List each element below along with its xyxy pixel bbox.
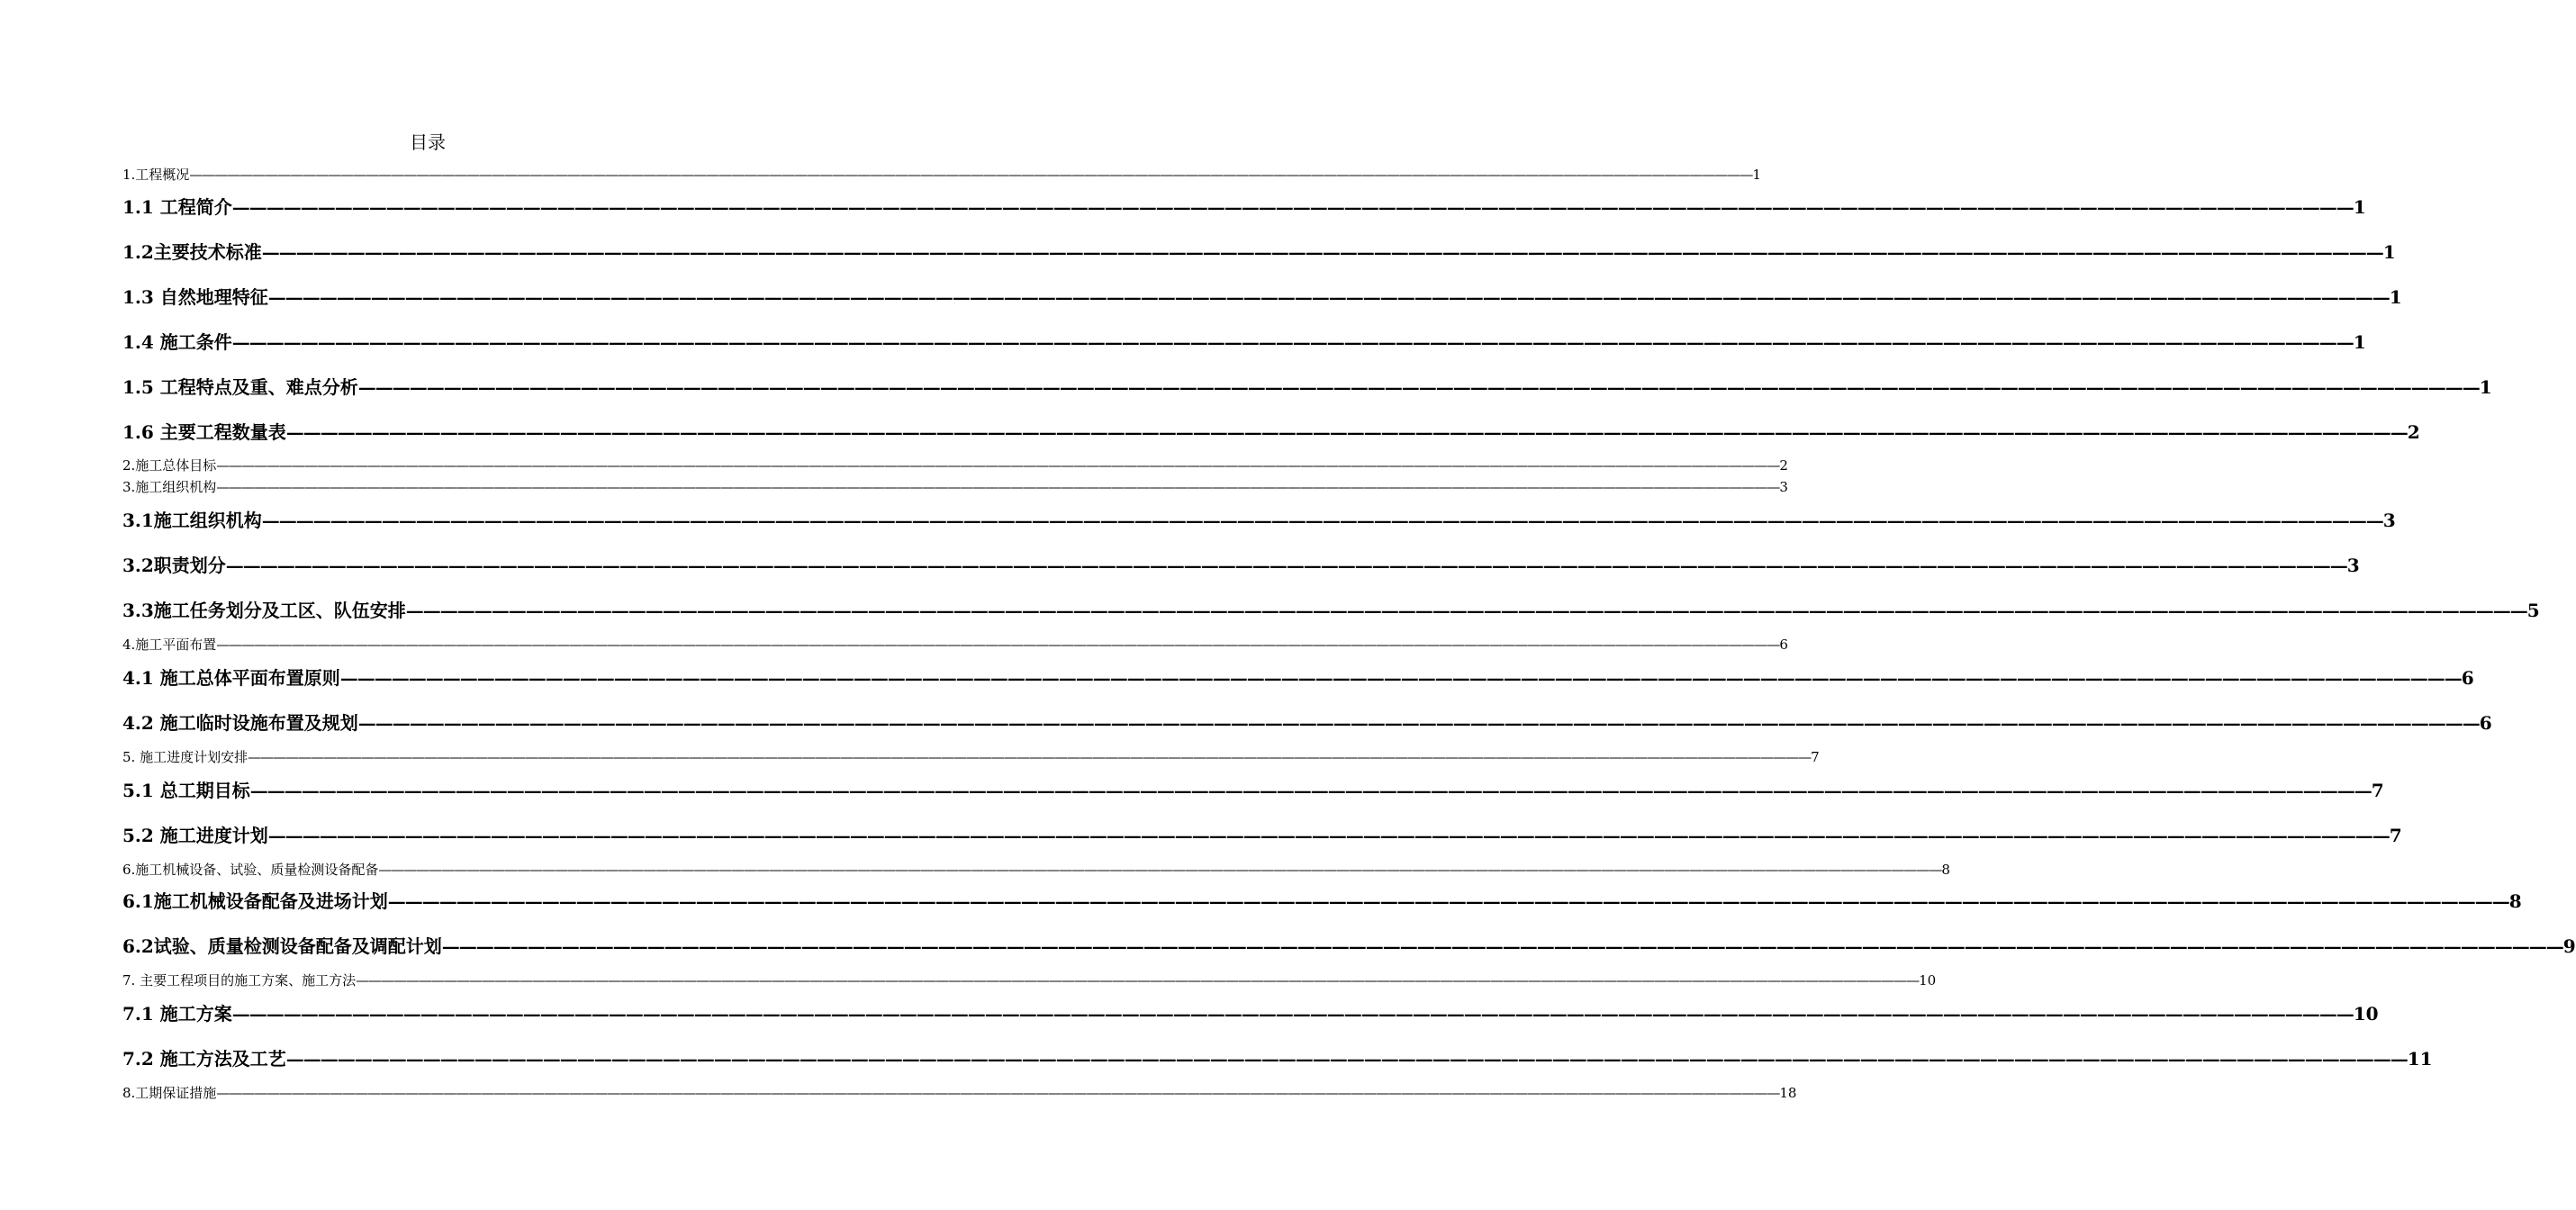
toc-entry (122, 1000, 2379, 1027)
toc-page-number: 2 (2407, 421, 2420, 443)
toc-dot-leader: ———————————————————————————————————————————————————————————————————————————————————————————————————————————————————————————— (261, 241, 2383, 263)
toc-entry-label: 1.6 主要工程数量表 (122, 421, 286, 443)
toc-dot-leader: ———————————————————————————————————————————————————————————————————————————————————————————————————————————————————————————— (216, 637, 1780, 653)
toc-entry-label: 1.5 工程特点及重、难点分析 (122, 376, 358, 398)
toc-dot-leader: ———————————————————————————————————————————————————————————————————————————————————————————————————————————————————————————— (405, 600, 2527, 621)
toc-page-number: 1 (1752, 167, 1761, 183)
toc-page-number: 10 (2353, 1003, 2379, 1025)
toc-dot-leader: ———————————————————————————————————————————————————————————————————————————————————————————————————————————————————————————— (285, 421, 2408, 443)
toc-entry (122, 971, 1937, 990)
toc-entry (122, 1083, 1797, 1103)
toc-page-number: 6 (2461, 667, 2474, 689)
toc-entry (122, 194, 2366, 221)
toc-dot-leader: ———————————————————————————————————————————————————————————————————————————————————————————————————————————————————————————— (231, 196, 2354, 218)
toc-entry-label: 1.4 施工条件 (122, 331, 232, 353)
toc-page-number: 2 (1779, 457, 1788, 474)
toc-entry (122, 419, 2420, 446)
toc-entry (122, 597, 2540, 624)
toc-page-number: 1 (2353, 196, 2366, 218)
toc-entry (122, 374, 2492, 401)
toc-page-number: 7 (2371, 780, 2384, 801)
toc-entry-label: 1.2主要技术标准 (122, 241, 262, 263)
toc-page-number: 1 (2353, 331, 2366, 353)
toc-dot-leader: ———————————————————————————————————————————————————————————————————————————————————————————————————————————————————————————— (231, 1003, 2354, 1025)
toc-entry-label: 1.1 工程简介 (122, 196, 232, 218)
toc-entry-label: 3.3施工任务划分及工区、队伍安排 (122, 600, 406, 621)
toc-entry-label: 3.1施工组织机构 (122, 510, 262, 531)
toc-page-number: 1 (2382, 241, 2396, 263)
toc-dot-leader: ———————————————————————————————————————————————————————————————————————————————————————————————————————————————————————————— (387, 890, 2509, 912)
toc-entry (122, 1045, 2433, 1072)
toc-dot-leader: ———————————————————————————————————————————————————————————————————————————————————————————————————————————————————————————— (216, 1085, 1780, 1101)
toc-entry (122, 165, 1761, 185)
toc-page-number: 7 (1811, 749, 1820, 765)
toc-entry (122, 747, 1820, 767)
toc-dot-leader: ———————————————————————————————————————————————————————————————————————————————————————————————————————————————————————————— (285, 1048, 2408, 1070)
toc-entry-label: 1.3 自然地理特征 (122, 286, 268, 308)
toc-entry-label: 3.施工组织机构 (122, 479, 217, 495)
toc-entry (122, 933, 2576, 960)
toc-entry-label: 7. 主要工程项目的施工方案、施工方法 (122, 972, 357, 989)
toc-entry-label: 7.2 施工方法及工艺 (122, 1048, 286, 1070)
toc-dot-leader: ———————————————————————————————————————————————————————————————————————————————————————————————————————————————————————————— (267, 286, 2390, 308)
toc-page-number: 6 (2479, 712, 2492, 734)
toc-dot-leader: ———————————————————————————————————————————————————————————————————————————————————————————————————————————————————————————— (216, 479, 1780, 495)
toc-page-number: 8 (2508, 890, 2522, 912)
toc-dot-leader: ———————————————————————————————————————————————————————————————————————————————————————————————————————————————————————————— (378, 862, 1942, 878)
toc-dot-leader: ———————————————————————————————————————————————————————————————————————————————————————————————————————————————————————————— (441, 935, 2563, 957)
toc-dot-leader: ———————————————————————————————————————————————————————————————————————————————————————————————————————————————————————————— (249, 780, 2372, 801)
toc-entry-label: 1.工程概况 (122, 167, 190, 183)
toc-entry-label: 3.2职责划分 (122, 555, 226, 576)
toc-dot-leader: ———————————————————————————————————————————————————————————————————————————————————————————————————————————————————————————— (225, 555, 2347, 576)
toc-entry-label: 5.2 施工进度计划 (122, 825, 268, 846)
toc-entry-label: 2.施工总体目标 (122, 457, 217, 474)
toc-entry-label: 4.2 施工临时设施布置及规划 (122, 712, 358, 734)
toc-entry (122, 552, 2360, 579)
toc-entry-label: 6.1施工机械设备配备及进场计划 (122, 890, 388, 912)
toc-page-number: 6 (1779, 637, 1788, 653)
toc-dot-leader: ———————————————————————————————————————————————————————————————————————————————————————————————————————————————————————————— (356, 972, 1920, 989)
toc-page-number: 1 (2479, 376, 2492, 398)
toc-dot-leader: ———————————————————————————————————————————————————————————————————————————————————————————————————————————————————————————— (248, 749, 1812, 765)
toc-page-number: 11 (2407, 1048, 2433, 1070)
toc-dot-leader: ———————————————————————————————————————————————————————————————————————————————————————————————————————————————————————————— (267, 825, 2390, 846)
toc-entry-label: 6.施工机械设备、试验、质量检测设备配备 (122, 862, 379, 878)
toc-page-number: 7 (2389, 825, 2402, 846)
toc-entry (122, 635, 1788, 655)
toc-page-number: 1 (2389, 286, 2402, 308)
toc-entry (122, 664, 2474, 691)
toc-page-number: 18 (1779, 1085, 1797, 1101)
toc-entry-label: 6.2试验、质量检测设备配备及调配计划 (122, 935, 442, 957)
toc-entry (122, 329, 2366, 356)
toc-entry-label: 4.施工平面布置 (122, 637, 217, 653)
toc-entry (122, 860, 1950, 880)
toc-entry-label: 5.1 总工期目标 (122, 780, 250, 801)
toc-page-number: 3 (2382, 510, 2396, 531)
toc-dot-leader: ———————————————————————————————————————————————————————————————————————————————————————————————————————————————————————————— (231, 331, 2354, 353)
toc-entry (122, 507, 2396, 534)
toc-entry (122, 822, 2402, 849)
toc-entry (122, 888, 2522, 915)
toc-dot-leader: ———————————————————————————————————————————————————————————————————————————————————————————————————————————————————————————— (261, 510, 2383, 531)
toc-page-number: 10 (1919, 972, 1937, 989)
toc-entry (122, 709, 2492, 736)
toc-page-number: 5 (2526, 600, 2540, 621)
toc-page-number: 8 (1941, 862, 1950, 878)
toc-entry (122, 456, 1788, 475)
toc-entry (122, 477, 1788, 497)
toc-entry (122, 284, 2402, 311)
toc-entry-label: 8.工期保证措施 (122, 1085, 217, 1101)
toc-entry-label: 7.1 施工方案 (122, 1003, 232, 1025)
toc-dot-leader: ———————————————————————————————————————————————————————————————————————————————————————————————————————————————————————————— (339, 667, 2462, 689)
toc-entry-label: 4.1 施工总体平面布置原则 (122, 667, 340, 689)
toc-entry (122, 777, 2384, 804)
toc-dot-leader: ———————————————————————————————————————————————————————————————————————————————————————————————————————————————————————————— (357, 712, 2480, 734)
toc-page-number: 9 (2562, 935, 2576, 957)
toc-page-number: 3 (1779, 479, 1788, 495)
toc-title: 目录 (410, 131, 446, 153)
toc-dot-leader: ———————————————————————————————————————————————————————————————————————————————————————————————————————————————————————————— (189, 167, 1753, 183)
toc-page-number: 3 (2346, 555, 2360, 576)
toc-dot-leader: ———————————————————————————————————————————————————————————————————————————————————————————————————————————————————————————— (357, 376, 2480, 398)
toc-dot-leader: ———————————————————————————————————————————————————————————————————————————————————————————————————————————————————————————— (216, 457, 1780, 474)
toc-entry-label: 5. 施工进度计划安排 (122, 749, 249, 765)
toc-entry (122, 239, 2396, 266)
